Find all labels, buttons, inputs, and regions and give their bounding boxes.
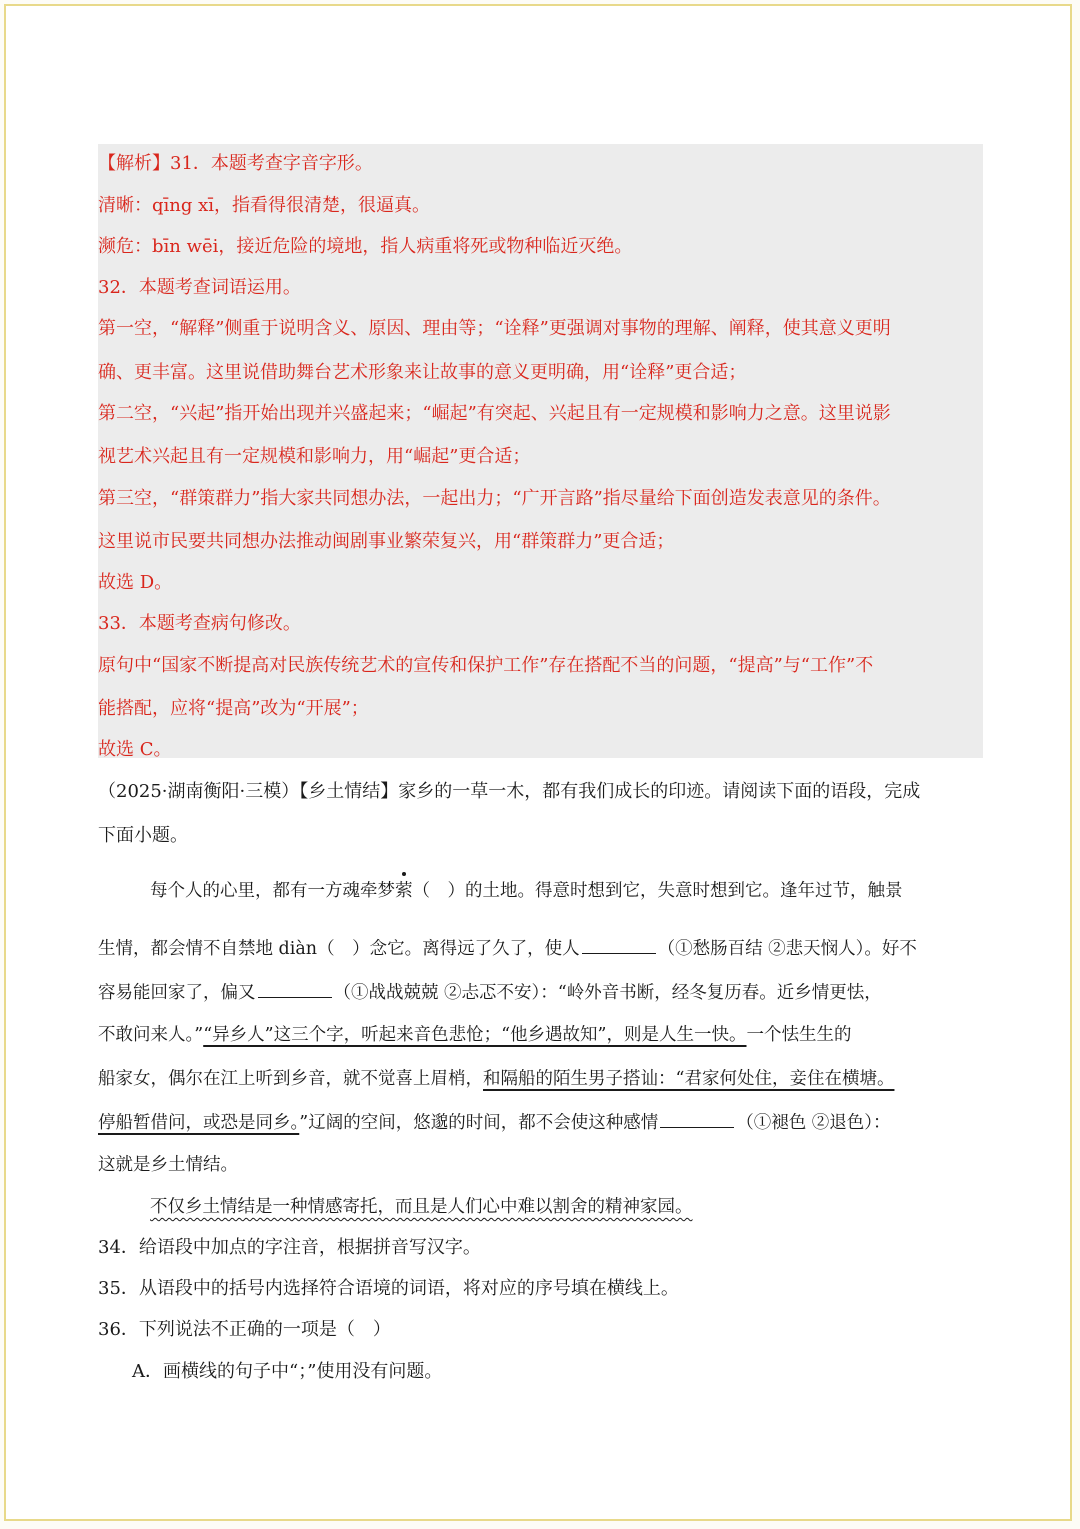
passage-text: 生情，都会情不自禁地 diàn（ ）念它。离得远了久了，使人 bbox=[98, 939, 580, 959]
answer-blank[interactable] bbox=[582, 937, 656, 954]
question-36: 36．下列说法不正确的一项是（ ） bbox=[98, 1319, 391, 1340]
analysis-answer: 故选 D。 bbox=[98, 572, 173, 593]
passage-text: 容易能回家了，偏又 bbox=[98, 983, 256, 1003]
wavy-underlined-sentence: 不仅乡土情结是一种情感寄托，而且是人们心中难以割舍的精神家园。 bbox=[150, 1197, 693, 1217]
passage-line bbox=[98, 1111, 891, 1134]
analysis-line: 确、更丰富。这里说借助舞台艺术形象来让故事的意义更明确，用“诠释”更合适； bbox=[98, 362, 747, 383]
passage-text: ”辽阔的空间，悠邈的时间，都不会使这种感情 bbox=[299, 1113, 659, 1133]
analysis-title: 【解析】31．本题考查字音字形。 bbox=[98, 153, 373, 174]
passage-text: （①褪色 ②退色）： bbox=[736, 1113, 891, 1133]
analysis-line: 原句中“国家不断提高对民族传统艺术的宣传和保护工作”存在搭配不当的问题，“提高”与“工作”不 bbox=[98, 655, 874, 676]
passage-line bbox=[98, 981, 882, 1004]
analysis-line: 第二空，“兴起”指开始出现并兴盛起来；“崛起”有突起、兴起且有一定规模和影响力之意。这里说影 bbox=[98, 403, 891, 424]
analysis-line: 视艺术兴起且有一定规模和影响力，用“崛起”更合适； bbox=[98, 446, 531, 467]
passage-text: 不敢问来人。” bbox=[98, 1025, 204, 1045]
passage-line bbox=[98, 1024, 852, 1046]
passage-text: 每个人的心里，都有一方魂牵梦 bbox=[150, 881, 395, 901]
analysis-line: 第一空，“解释”侧重于说明含义、原因、理由等；“诠释”更强调对事物的理解、阐释，使其意义更明 bbox=[98, 318, 891, 339]
passage-text: 船家女，偶尔在江上听到乡音，就不觉喜上眉梢， bbox=[98, 1069, 483, 1089]
passage-line bbox=[150, 1196, 693, 1218]
question-intro: 下面小题。 bbox=[98, 825, 188, 846]
answer-blank[interactable] bbox=[258, 981, 332, 998]
dotted-character: 萦 bbox=[395, 881, 413, 901]
analysis-line: 清晰：qīng xī，指看得很清楚，很逼真。 bbox=[98, 195, 431, 216]
underlined-sentence: “异乡人”这三个字，听起来音色悲怆；“他乡遇故知”，则是人生一快。 bbox=[203, 1025, 747, 1045]
analysis-answer: 故选 C。 bbox=[98, 739, 172, 760]
analysis-line: 这里说市民要共同想办法推动闽剧事业繁荣复兴，用“群策群力”更合适； bbox=[98, 531, 675, 552]
analysis-line: 濒危：bīn wēi，接近危险的境地，指人病重将死或物种临近灭绝。 bbox=[98, 236, 633, 257]
option-a[interactable]: A．画横线的句子中“；”使用没有问题。 bbox=[132, 1361, 443, 1382]
passage-line: 这就是乡土情结。 bbox=[98, 1155, 238, 1175]
question-intro: （2025·湖南衡阳·三模）【乡土情结】家乡的一草一木，都有我们成长的印迹。请阅读下面的语段，完成 bbox=[98, 781, 921, 802]
question-34: 34．给语段中加点的字注音，根据拼音写汉字。 bbox=[98, 1237, 481, 1258]
passage-line bbox=[98, 937, 917, 960]
passage-text: （ ）的土地。得意时想到它，失意时想到它。逢年过节，触景 bbox=[412, 881, 903, 901]
answer-blank[interactable] bbox=[660, 1111, 734, 1128]
question-35: 35．从语段中的括号内选择符合语境的词语，将对应的序号填在横线上。 bbox=[98, 1278, 679, 1299]
analysis-line: 第三空，“群策群力”指大家共同想办法，一起出力；“广开言路”指尽量给下面创造发表意见的条件。 bbox=[98, 488, 891, 509]
analysis-q32-heading: 32．本题考查词语运用。 bbox=[98, 277, 301, 298]
underlined-sentence: 和隔船的陌生男子搭讪：“君家何处住，妾住在横塘。 bbox=[483, 1069, 895, 1089]
passage-line bbox=[150, 880, 903, 902]
analysis-q33-heading: 33．本题考查病句修改。 bbox=[98, 613, 301, 634]
passage-text: （①愁肠百结 ②悲天悯人）。好不 bbox=[657, 939, 917, 959]
underlined-sentence: 停船暂借问，或恐是同乡。 bbox=[98, 1113, 300, 1133]
analysis-line: 能搭配，应将“提高”改为“开展”； bbox=[98, 698, 369, 719]
passage-text: 一个怯生生的 bbox=[746, 1025, 852, 1045]
passage-text: （①战战兢兢 ②忐忑不安）：“岭外音书断，经冬复历春。近乡情更怯， bbox=[333, 983, 882, 1003]
passage-line bbox=[98, 1068, 894, 1090]
